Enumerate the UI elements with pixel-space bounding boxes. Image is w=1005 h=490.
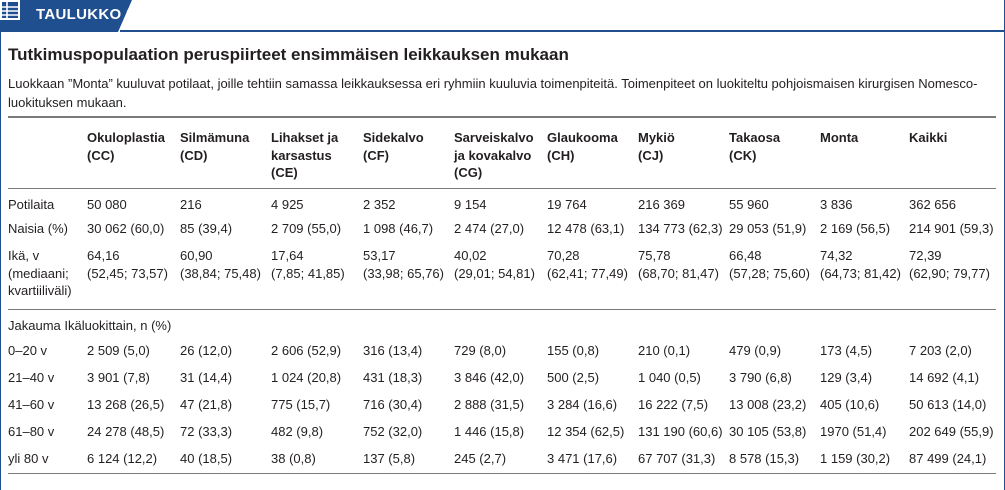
table-cell: 216 369 — [638, 196, 685, 212]
header-cell: Monta — [820, 130, 859, 145]
table-tag-bar — [0, 0, 1005, 32]
table-cell: 6 124 (12,2) — [87, 451, 158, 466]
row-label: Naisia (%) — [8, 221, 68, 236]
table-cell: 40 (18,5) — [180, 451, 233, 466]
header-cell: Kaikki — [909, 130, 948, 145]
header-cell: Silmämuna (CD) — [180, 130, 250, 163]
row-label: 61–80 v — [8, 424, 55, 439]
table-cell: 3 846 (42,0) — [454, 370, 525, 385]
row-label: yli 80 v — [8, 451, 49, 466]
table-row-jakauma — [8, 309, 996, 338]
row-label: Ikä, v (mediaani; kvartiiliväli) — [8, 248, 72, 298]
header-cell: Sarveiskalvo ja kovakalvo (CG) — [454, 130, 534, 180]
table-cell: 38 (0,8) — [271, 451, 316, 466]
section-label: Jakauma Ikäluokittain, n (%) — [8, 317, 172, 333]
table-cell: 202 649 (55,9) — [909, 424, 994, 439]
table-cell: 2 352 — [363, 196, 396, 212]
table-cell: 29 053 (51,9) — [729, 221, 807, 236]
table-cell: 72,39 (62,90; 79,77) — [909, 248, 990, 281]
table-row-ika — [8, 243, 996, 309]
table-row-potilaita — [8, 188, 996, 217]
table-row-age-yli-80 — [8, 446, 996, 473]
table-cell: 214 901 (59,3) — [909, 221, 994, 236]
table-cell: 66,48 (57,28; 75,60) — [729, 248, 810, 281]
table-cell: 137 (5,8) — [363, 451, 416, 466]
table-cell: 3 790 (6,8) — [729, 370, 792, 385]
table-cell: 13 008 (23,2) — [729, 397, 807, 412]
table-cell: 9 154 — [454, 196, 487, 212]
row-label: 21–40 v — [8, 370, 55, 385]
table-cell: 31 (14,4) — [180, 370, 233, 385]
table-cell: 19 764 — [547, 196, 587, 212]
table-cell: 752 (32,0) — [363, 424, 423, 439]
table-cell: 405 (10,6) — [820, 397, 880, 412]
table-cell: 173 (4,5) — [820, 343, 873, 358]
table-cell: 131 190 (60,6) — [638, 424, 723, 439]
table-cell: 1 024 (20,8) — [271, 370, 342, 385]
table-cell: 12 478 (63,1) — [547, 221, 625, 236]
header-row — [8, 117, 996, 188]
table-cell: 3 836 — [820, 196, 853, 212]
table-cell: 53,17 (33,98; 65,76) — [363, 248, 444, 281]
table-cell: 129 (3,4) — [820, 370, 873, 385]
table-cell: 17,64 (7,85; 41,85) — [271, 248, 345, 281]
table-row-age-21-40 — [8, 365, 996, 392]
table-cell: 2 606 (52,9) — [271, 343, 342, 358]
header-cell: Takaosa (CK) — [729, 130, 781, 163]
table-cell: 74,32 (64,73; 81,42) — [820, 248, 901, 281]
table-cell: 216 — [180, 196, 202, 212]
table-icon — [0, 0, 20, 20]
table-cell: 729 (8,0) — [454, 343, 507, 358]
table-cell: 26 (12,0) — [180, 343, 233, 358]
table-cell: 1 040 (0,5) — [638, 370, 701, 385]
table-cell: 210 (0,1) — [638, 343, 691, 358]
table-cell: 1970 (51,4) — [820, 424, 887, 439]
table-cell: 85 (39,4) — [180, 221, 233, 236]
header-cell: Lihakset ja karsastus (CE) — [271, 130, 339, 180]
header-cell: Mykiö (CJ) — [638, 130, 675, 163]
data-table — [8, 116, 996, 474]
table-cell: 3 284 (16,6) — [547, 397, 618, 412]
table-cell: 72 (33,3) — [180, 424, 233, 439]
header-cell: Okuloplastia (CC) — [87, 130, 166, 163]
table-cell: 1 159 (30,2) — [820, 451, 891, 466]
tag-underline — [120, 30, 1005, 32]
table-cell: 8 578 (15,3) — [729, 451, 800, 466]
table-cell: 16 222 (7,5) — [638, 397, 709, 412]
table-cell: 2 509 (5,0) — [87, 343, 150, 358]
table-cell: 362 656 — [909, 196, 956, 212]
table-cell: 2 169 (56,5) — [820, 221, 891, 236]
table-cell: 67 707 (31,3) — [638, 451, 716, 466]
table-cell: 4 925 — [271, 196, 304, 212]
table-cell: 1 098 (46,7) — [363, 221, 434, 236]
table-cell: 7 203 (2,0) — [909, 343, 972, 358]
header-cell: Glaukooma (CH) — [547, 130, 618, 163]
row-label: 0–20 v — [8, 343, 48, 358]
table-row-age-41-60 — [8, 392, 996, 419]
table-cell: 12 354 (62,5) — [547, 424, 625, 439]
table-cell: 30 062 (60,0) — [87, 221, 165, 236]
table-cell: 2 888 (31,5) — [454, 397, 525, 412]
table-cell: 3 471 (17,6) — [547, 451, 618, 466]
table-cell: 75,78 (68,70; 81,47) — [638, 248, 719, 281]
table-cell: 50 613 (14,0) — [909, 397, 987, 412]
table-cell: 60,90 (38,84; 75,48) — [180, 248, 261, 281]
table-cell: 47 (21,8) — [180, 397, 233, 412]
table-cell: 13 268 (26,5) — [87, 397, 165, 412]
table-cell: 3 901 (7,8) — [87, 370, 150, 385]
table-cell: 482 (9,8) — [271, 424, 324, 439]
table-title: Tutkimuspopulaation peruspiirteet ensimmäisen leikkauksen mukaan — [8, 45, 569, 64]
table-cell: 2 474 (27,0) — [454, 221, 525, 236]
table-row-naisia — [8, 217, 996, 243]
table-tag-label: TAULUKKO 1. — [36, 6, 140, 23]
table-cell: 40,02 (29,01; 54,81) — [454, 248, 535, 281]
table-cell: 14 692 (4,1) — [909, 370, 980, 385]
table-cell: 24 278 (48,5) — [87, 424, 165, 439]
table-cell: 245 (2,7) — [454, 451, 507, 466]
table-cell: 716 (30,4) — [363, 397, 423, 412]
table-cell: 2 709 (55,0) — [271, 221, 342, 236]
table-cell: 64,16 (52,45; 73,57) — [87, 248, 168, 281]
table-row-age-0-20 — [8, 338, 996, 365]
table-cell: 775 (15,7) — [271, 397, 331, 412]
table-row-age-61-80 — [8, 419, 996, 446]
table-cell: 431 (18,3) — [363, 370, 423, 385]
table-cell: 70,28 (62,41; 77,49) — [547, 248, 628, 281]
table-cell: 87 499 (24,1) — [909, 451, 987, 466]
row-label: Potilaita — [8, 196, 55, 212]
header-cell: Sidekalvo (CF) — [363, 130, 424, 163]
table-cell: 500 (2,5) — [547, 370, 600, 385]
table-cell: 1 446 (15,8) — [454, 424, 525, 439]
table-cell: 30 105 (53,8) — [729, 424, 807, 439]
table-cell: 155 (0,8) — [547, 343, 600, 358]
table-description: Luokkaan ”Monta” kuuluvat potilaat, joille tehtiin samassa leikkauksessa eri ryhmiin kuuluvia toimenpiteitä. Toimenpiteet on luokiteltu pohjoismaisen kirurgisen Nomesco-luokituksen mukaan. — [8, 76, 978, 110]
header-cell-empty — [8, 117, 87, 188]
table-cell: 316 (13,4) — [363, 343, 423, 358]
table-cell: 479 (0,9) — [729, 343, 782, 358]
table-cell: 134 773 (62,3) — [638, 221, 723, 236]
table-cell: 55 960 — [729, 196, 769, 212]
row-label: 41–60 v — [8, 397, 55, 412]
table-cell: 50 080 — [87, 196, 127, 212]
